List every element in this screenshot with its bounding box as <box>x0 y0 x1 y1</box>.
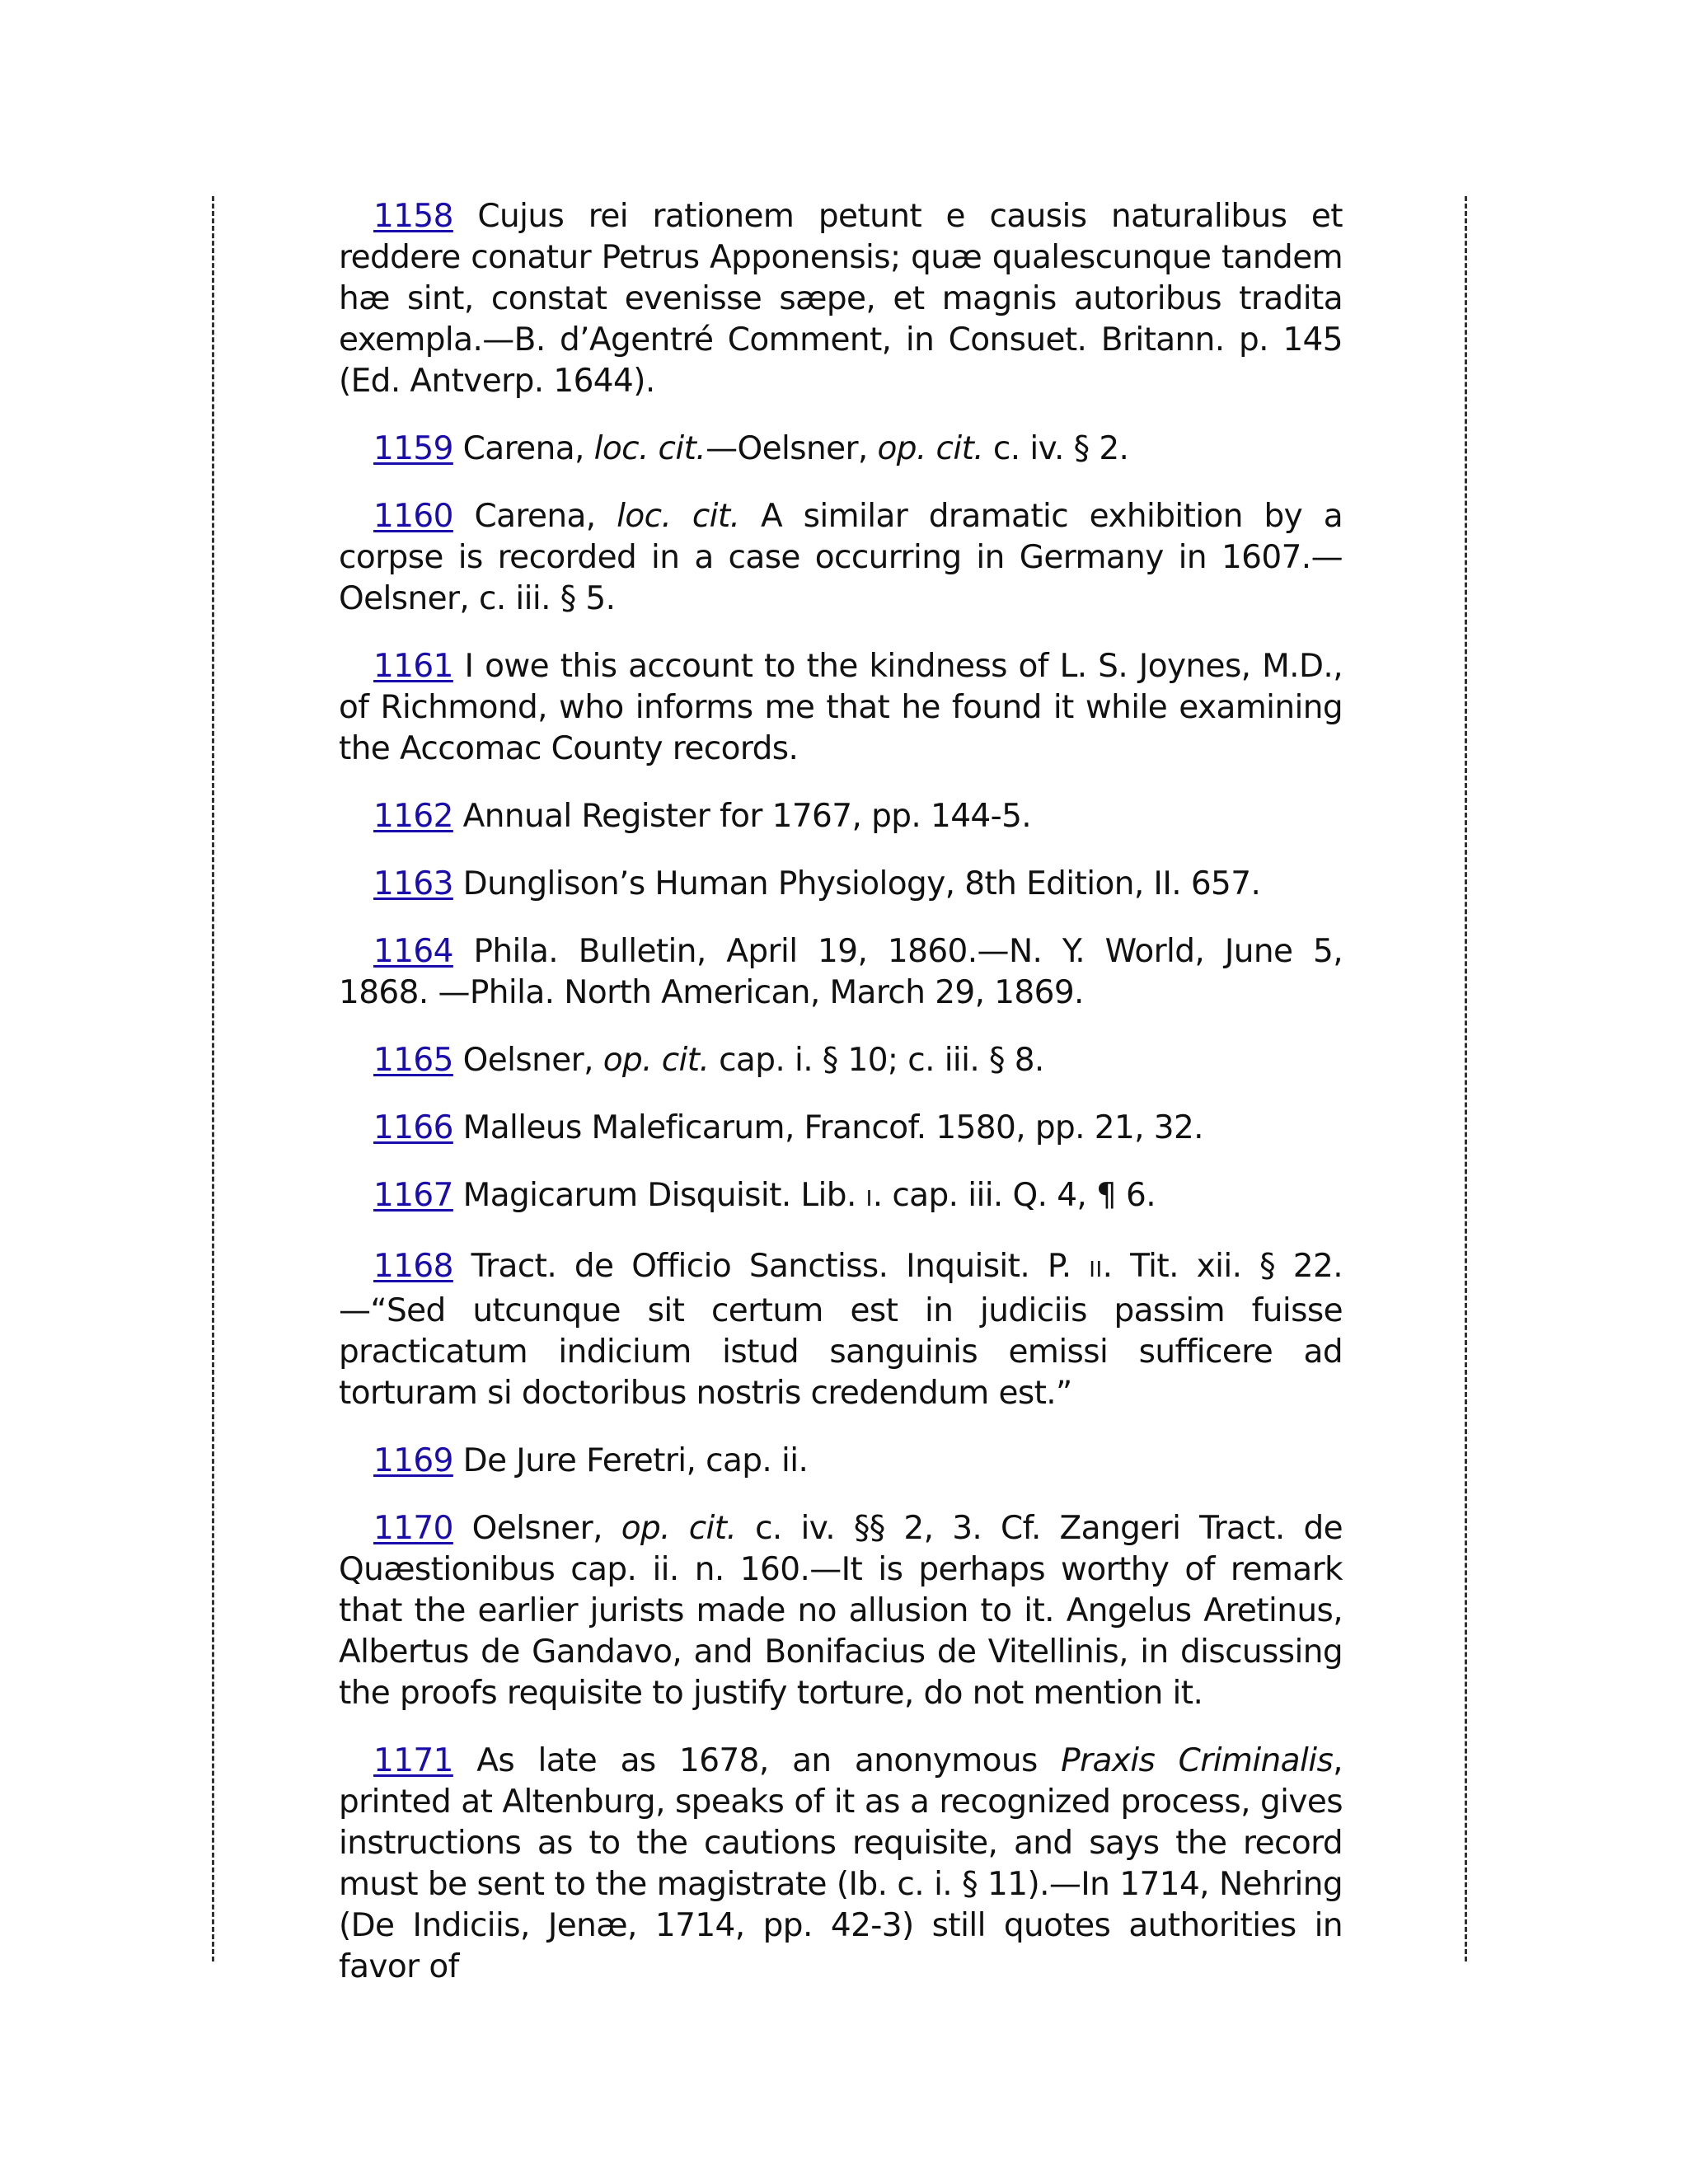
footnote-text: c. iv. §§ 2, 3. Cf. Zangeri Tract. de Quæstionibus cap. ii. n. 160.—It is perhaps worthy of remark that the earlier jurists made no allusion to it. Angelus Aretinus, Albertus de Gandavo, and Bonifacius de Vitellinis, in discussing the proofs requisite to justify torture, do not mention it. <box>339 1510 1343 1712</box>
footnote-1161 <box>339 646 1343 770</box>
footnote-text: As late as 1678, an anonymous <box>476 1742 1038 1779</box>
footnote-1158 <box>339 196 1343 402</box>
footnote-italic-text: loc. cit. <box>617 498 740 535</box>
footnote-link-1165[interactable]: 1165 <box>373 1042 453 1079</box>
footnote-link-1164[interactable]: 1164 <box>373 933 453 970</box>
footnote-text: Tract. de Officio Sanctiss. Inquisit. P. <box>471 1248 1071 1285</box>
footnote-1165 <box>339 1040 1343 1081</box>
footnote-text: Carena, <box>462 430 584 467</box>
footnote-1169 <box>339 1441 1343 1482</box>
footnote-1162 <box>339 796 1343 837</box>
footnote-1160 <box>339 496 1343 620</box>
footnote-smallcaps-text: I <box>865 1187 873 1212</box>
footnote-italic-text: op. cit. <box>603 1042 710 1079</box>
footnote-link-1159[interactable]: 1159 <box>373 430 453 467</box>
footnote-text: Phila. Bulletin, April 19, 1860.—N. Y. World, June 5, 1868. —Phila. North American, March 29, 1869. <box>339 933 1343 1011</box>
footnote-1166 <box>339 1108 1343 1149</box>
footnote-link-1161[interactable]: 1161 <box>373 648 453 685</box>
footnote-italic-text: op. cit. <box>621 1510 737 1547</box>
footnote-text: De Jure Feretri, cap. ii. <box>462 1442 809 1479</box>
footnote-link-1171[interactable]: 1171 <box>373 1742 453 1779</box>
footnote-1163 <box>339 864 1343 905</box>
footnote-text: , printed at Altenburg, speaks of it as a recognized process, gives instructions as to the cautions requisite, and says the record must be sent to the magistrate (Ib. c. i. § 11).—In 1714, Nehring (De Indiciis, Jenæ, 1714, pp. 42-3) still quotes authorities in favor of <box>339 1742 1343 1985</box>
footnote-link-1168[interactable]: 1168 <box>373 1248 453 1285</box>
footnote-italic-text: loc. cit. <box>593 430 706 467</box>
footnote-text: cap. i. § 10; c. iii. § 8. <box>719 1042 1044 1079</box>
footnote-1164 <box>339 931 1343 1014</box>
footnote-text: Cujus rei rationem petunt e causis naturalibus et reddere conatur Petrus Apponensis; quæ qualescunque tandem hæ sint, constat evenisse sæpe, et magnis autoribus tradita exempla.—B. d’Agentré Comment, in Consuet. Britann. p. 145 (Ed. Antverp. 1644). <box>339 198 1343 400</box>
footnote-link-1163[interactable]: 1163 <box>373 865 453 902</box>
footnote-link-1166[interactable]: 1166 <box>373 1109 453 1146</box>
footnote-1171 <box>339 1741 1343 1988</box>
footnote-1170 <box>339 1508 1343 1714</box>
footnote-1159 <box>339 429 1343 470</box>
footnote-link-1160[interactable]: 1160 <box>373 498 453 535</box>
footnote-text: Magicarum Disquisit. Lib. <box>462 1177 856 1214</box>
footnote-link-1167[interactable]: 1167 <box>373 1177 453 1214</box>
footnote-1167 <box>339 1175 1343 1220</box>
footnote-text: c. iv. § 2. <box>992 430 1129 467</box>
footnote-italic-text: op. cit. <box>877 430 984 467</box>
footnote-1168 <box>339 1246 1343 1414</box>
footnote-link-1170[interactable]: 1170 <box>373 1510 453 1547</box>
footnote-text: I owe this account to the kindness of L. S. Joynes, M.D., of Richmond, who informs me that he found it while examining the Accomac County records. <box>339 648 1343 767</box>
footnote-text: Oelsner, <box>471 1510 603 1547</box>
footnote-text: —Oelsner, <box>706 430 868 467</box>
footnote-text: Dunglison’s Human Physiology, 8th Edition, II. 657. <box>462 865 1261 902</box>
footnote-link-1169[interactable]: 1169 <box>373 1442 453 1479</box>
footnote-smallcaps-text: II <box>1089 1258 1103 1282</box>
footnote-text: A similar dramatic exhibition by a corpse is recorded in a case occurring in Germany in 1607.—Oelsner, c. iii. § 5. <box>339 498 1343 617</box>
footnote-text: Carena, <box>474 498 596 535</box>
footnote-text: . Tit. xii. § 22. —“Sed utcunque sit certum est in judiciis passim fuisse practicatum indicium istud sanguinis emissi sufficere ad torturam si doctoribus nostris credendum est.” <box>339 1248 1343 1412</box>
footnote-italic-text: Praxis Criminalis <box>1061 1742 1334 1779</box>
right-page-border <box>1465 196 1467 1961</box>
footnotes-list <box>339 196 1343 2014</box>
footnote-link-1162[interactable]: 1162 <box>373 798 453 835</box>
footnote-text: Annual Register for 1767, pp. 144-5. <box>462 798 1032 835</box>
left-page-border <box>212 196 214 1961</box>
footnote-text: . cap. iii. Q. 4, ¶ 6. <box>872 1177 1156 1214</box>
footnote-link-1158[interactable]: 1158 <box>373 198 453 235</box>
footnote-text: Oelsner, <box>462 1042 593 1079</box>
footnote-text: Malleus Maleficarum, Francof. 1580, pp. 21, 32. <box>462 1109 1203 1146</box>
